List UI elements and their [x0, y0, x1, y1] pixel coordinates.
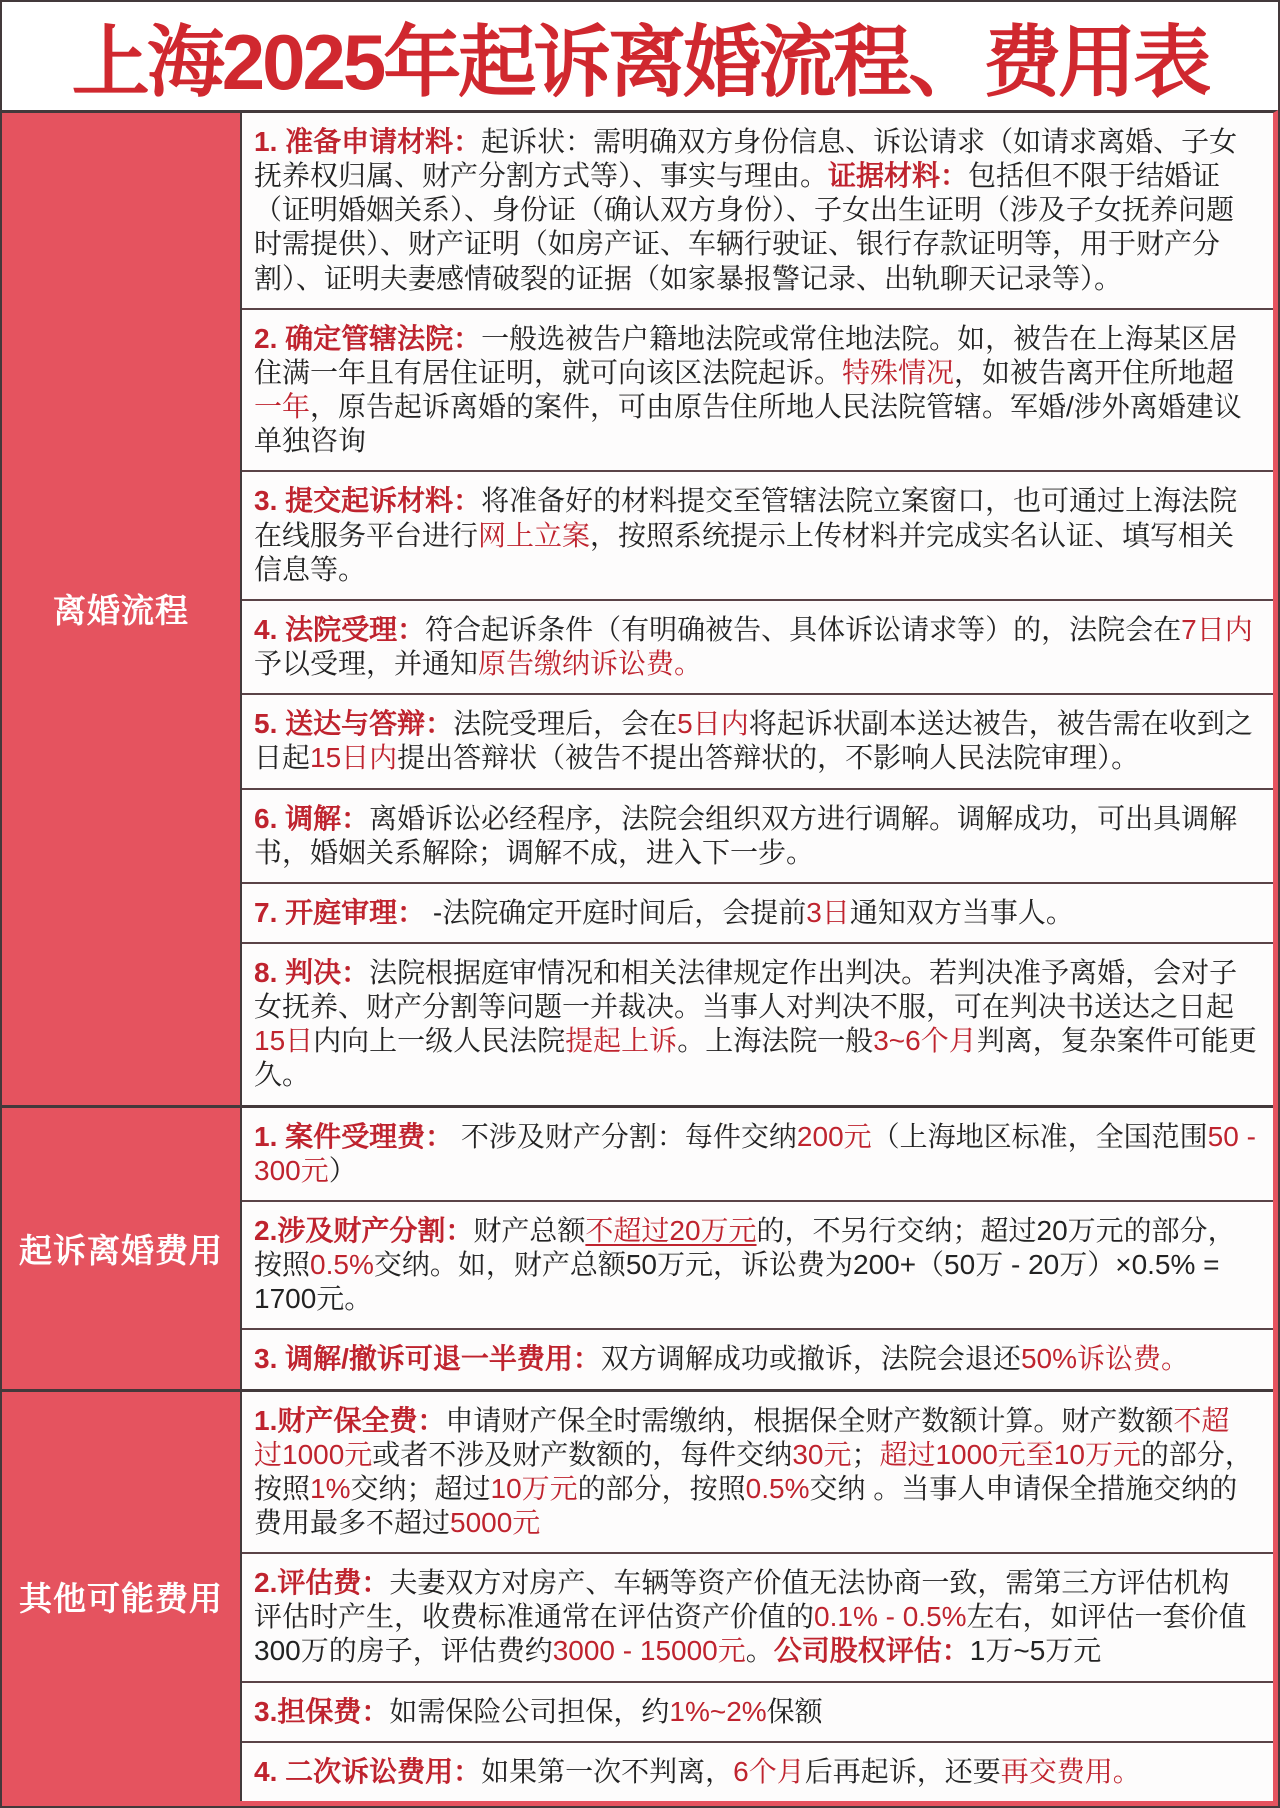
row-text [254, 125, 1257, 296]
text-segment: 不涉及财产分割：每件交纳 [453, 1120, 797, 1152]
section-header-cell [2, 1108, 242, 1389]
text-segment: 左右，如评估一套价值300万的房子，评估费约 [254, 1601, 1247, 1667]
text-segment: 法院受理后，会在 [453, 708, 678, 740]
text-segment: 。 [745, 1635, 774, 1667]
row-text [254, 1120, 1257, 1188]
text-segment: 3.担保费： [254, 1695, 390, 1727]
section-rows [242, 113, 1273, 1105]
text-segment: 3. 调解/撤诉可退一半费用： [254, 1343, 601, 1375]
text-segment: 7日内 [1181, 613, 1253, 645]
text-segment: -法院确定开庭时间后，会提前 [425, 896, 807, 928]
table-row [242, 1392, 1273, 1553]
text-segment: 8. 判决： [254, 956, 370, 988]
text-segment: 1.财产保全费： [254, 1404, 446, 1436]
section-header-cell [2, 1392, 242, 1801]
text-segment: ） [328, 1154, 357, 1186]
row-text [254, 1566, 1257, 1668]
text-segment: 申请财产保全时需缴纳，根据保全财产数额计算。财产数额 [445, 1404, 1174, 1436]
text-segment: 15日 [254, 1025, 314, 1057]
table-row [242, 308, 1273, 471]
text-segment: 1. 准备申请材料： [254, 126, 482, 157]
text-segment: 7. 开庭审理： [254, 896, 426, 928]
text-segment: 4. 二次诉讼费用： [254, 1755, 482, 1787]
text-segment: 交纳。如，财产总额50万元，诉讼费为200+（50万 - 20万）×0.5% = 1700元。 [254, 1249, 1220, 1315]
text-segment: ； [851, 1438, 880, 1470]
process-fee-table [2, 110, 1278, 1806]
text-segment: 财产总额 [473, 1214, 586, 1246]
row-text [254, 322, 1257, 459]
text-segment: 交纳；超过 [350, 1472, 491, 1504]
section-label: 离婚流程 [53, 592, 189, 630]
text-segment: 1万~5万元 [969, 1635, 1102, 1667]
text-segment: 符合起诉条件（有明确被告、具体诉讼请求等）的，法院会在 [425, 613, 1182, 645]
text-segment: 保额 [766, 1695, 823, 1727]
text-segment: 如果第一次不判离， [481, 1755, 734, 1787]
text-segment: 将准备好的材料提交至管辖法院立案窗口，也可通过上海法院在线服务平台进行 [254, 485, 1238, 551]
text-segment: 包括但不限于结婚证（证明婚姻关系）、身份证（确认双方身份）、子女出生证明（涉及子女抚养问题时需提供）、财产证明（如房产证、车辆行驶证、银行存款证明等，用于财产分割）、证明夫妻感情破裂的证据（如家暴报警记录、出轨聊天记录等）。 [254, 160, 1235, 294]
text-segment: 6. 调解： [254, 802, 370, 834]
table-row [242, 470, 1273, 598]
text-segment: 原告缴纳诉讼费。 [478, 648, 703, 680]
table-row [242, 1200, 1273, 1328]
text-segment: 3000 - 15000元 [552, 1635, 746, 1667]
text-segment: 5000元 [450, 1507, 541, 1538]
text-segment: 3. 提交起诉材料： [254, 485, 482, 517]
text-segment: 法院根据庭审情况和相关法律规定作出判决。若判决准予离婚，会对子女抚养、财产分割等问题一并裁决。当事人对判决不服，可在判决书送达之日起 [254, 956, 1238, 1023]
text-segment: 提出答辩状（被告不提出答辩状的，不影响人民法院审理）。 [397, 742, 1140, 774]
table-row [242, 599, 1273, 693]
row-text [254, 956, 1257, 1093]
page-title: 上海2025年起诉离婚流程、费用表 [71, 18, 1209, 106]
text-segment: （上海地区标准，全国范围 [871, 1120, 1208, 1152]
table-row [242, 113, 1273, 308]
text-segment: 6个月 [733, 1755, 805, 1787]
row-text [254, 484, 1257, 586]
text-segment: 如需保险公司担保，约 [389, 1695, 670, 1727]
text-segment: 判离，复杂案件可能更久。 [254, 1025, 1257, 1091]
text-segment: 网上立案 [478, 519, 591, 551]
text-segment: 予以受理，并通知 [254, 648, 479, 680]
text-segment: 的，不另行交纳；超过20万元的部分，按照 [254, 1214, 1236, 1281]
row-text [254, 1404, 1257, 1541]
text-segment: 将起诉状副本送达被告，被告需在收到之日起 [254, 708, 1253, 774]
text-segment: 15日内 [310, 742, 398, 774]
row-text [254, 1695, 823, 1729]
text-segment: 5日内 [677, 708, 749, 740]
table-row [242, 1328, 1273, 1388]
section-label: 起诉离婚费用 [19, 1231, 223, 1269]
text-segment: 不超过1000元 [254, 1404, 1230, 1470]
table-section [2, 1389, 1273, 1801]
row-text [254, 802, 1257, 870]
table-row [242, 882, 1273, 942]
row-text [254, 1342, 1189, 1376]
text-segment: 3~6个月 [873, 1025, 977, 1057]
text-segment: 内向上一级人民法院 [313, 1025, 566, 1057]
text-segment: 1. 案件受理费： [254, 1120, 454, 1152]
text-segment: 5. 送达与答辩： [254, 708, 454, 740]
text-segment: 50%诉讼费。 [1020, 1343, 1189, 1375]
text-segment: 超过1000元至10万元 [879, 1438, 1141, 1470]
text-segment: 的部分，按照 [254, 1438, 1253, 1504]
text-segment: 离婚诉讼必经程序，法院会组织双方进行调解。调解成功，可出具调解书，婚姻关系解除；调解不成，进入下一步。 [254, 802, 1238, 868]
text-segment: 或者不涉及财产数额的，每件交纳 [372, 1438, 793, 1470]
text-segment: ，原告起诉离婚的案件，可由原告住所地人民法院管辖。军婚/涉外离婚建议单独咨询 [254, 391, 1242, 457]
text-segment: 50 - 300元 [254, 1120, 1256, 1186]
text-segment: 0.1% - 0.5% [814, 1601, 967, 1633]
text-segment: 0.5% [310, 1249, 374, 1281]
row-text [254, 707, 1257, 775]
table-section [2, 113, 1273, 1105]
section-rows [242, 1392, 1273, 1801]
section-header-cell [2, 113, 242, 1105]
table-row [242, 942, 1273, 1105]
text-segment: 证据材料： [828, 160, 969, 192]
row-text [254, 613, 1257, 681]
text-segment: 2.评估费： [254, 1567, 390, 1599]
section-label: 其他可能费用 [19, 1579, 223, 1617]
text-segment: 一年 [254, 391, 311, 423]
table-row [242, 1552, 1273, 1680]
text-segment: 2. 确定管辖法院： [254, 322, 482, 354]
text-segment: 3日 [806, 896, 850, 928]
text-segment: 0.5% [745, 1472, 810, 1504]
table-row [242, 1681, 1273, 1741]
text-segment: 1% [310, 1472, 351, 1504]
text-segment: 再交费用。 [1000, 1755, 1141, 1787]
text-segment: 特殊情况 [842, 356, 955, 388]
text-segment: 10万元 [490, 1472, 578, 1504]
text-segment: 2.涉及财产分割： [254, 1214, 474, 1246]
title-band [2, 2, 1278, 110]
text-segment: 不超过20万元 [585, 1214, 757, 1246]
text-segment: 30元 [792, 1438, 852, 1470]
table-row [242, 788, 1273, 882]
text-segment: 双方调解成功或撤诉，法院会退还 [600, 1343, 1021, 1375]
text-segment: 1%~2% [669, 1695, 767, 1727]
row-text [254, 1214, 1257, 1316]
text-segment: 夫妻双方对房产、车辆等资产价值无法协商一致，需第三方评估机构评估时产生，收费标准通常在评估资产价值的 [254, 1567, 1230, 1633]
table-row [242, 693, 1273, 787]
text-segment: 交纳 。当事人申请保全措施交纳的费用最多不超过 [254, 1472, 1238, 1538]
table-section [2, 1105, 1273, 1389]
text-segment: 提起上诉 [565, 1025, 678, 1057]
text-segment: 的部分，按照 [577, 1472, 746, 1504]
row-text [254, 1755, 1141, 1789]
table-row [242, 1108, 1273, 1200]
text-segment: ，按照系统提示上传材料并完成实名认证、填写相关信息等。 [254, 519, 1235, 585]
text-segment: 一般选被告户籍地法院或常住地法院。如，被告在上海某区居住满一年且有居住证明，就可向该区法院起诉。 [254, 322, 1238, 388]
text-segment: 200元 [796, 1120, 872, 1152]
text-segment: 4. 法院受理： [254, 613, 426, 645]
text-segment: 起诉状：需明确双方身份信息、诉讼请求（如请求离婚、子女抚养权归属、财产分割方式等）、事实与理由。 [254, 126, 1238, 192]
row-text [254, 896, 1074, 930]
section-rows [242, 1108, 1273, 1389]
table-row [242, 1741, 1273, 1801]
text-segment: 公司股权评估： [773, 1635, 970, 1667]
text-segment: 通知双方当事人。 [849, 896, 1074, 928]
text-segment: 后再起诉，还要 [804, 1755, 1001, 1787]
text-segment: 。上海法院一般 [677, 1025, 874, 1057]
text-segment: ，如被告离开住所地超 [954, 356, 1235, 388]
